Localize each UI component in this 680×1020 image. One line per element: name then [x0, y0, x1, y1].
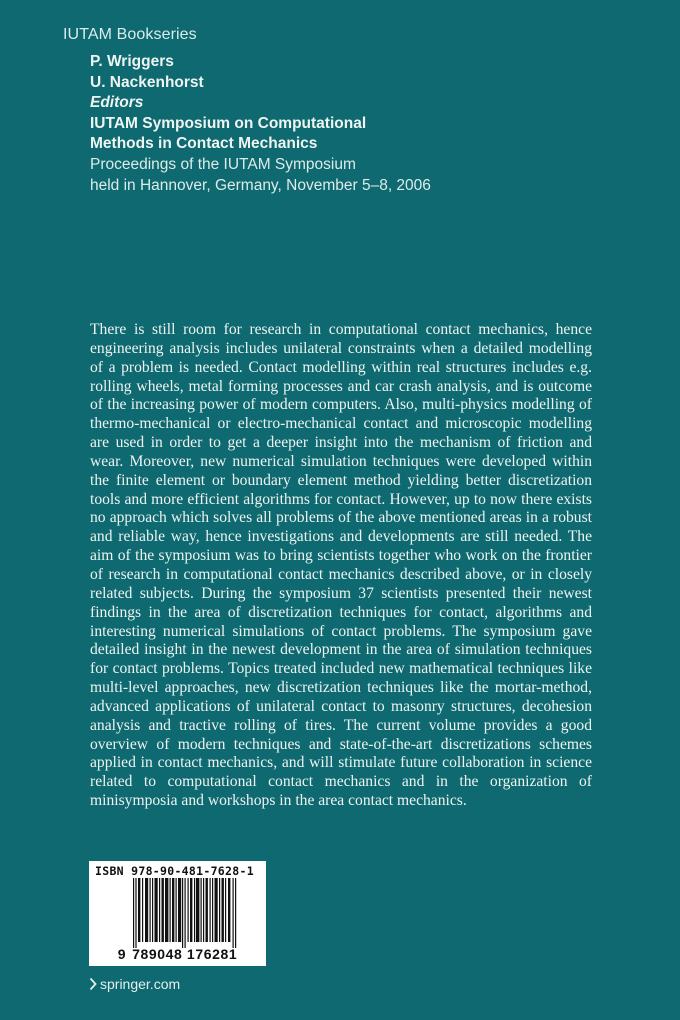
chevron-right-icon — [89, 977, 97, 991]
book-title-line: IUTAM Symposium on Computational — [90, 114, 367, 132]
book-description: There is still room for research in computational contact mechanics, hence engineering analysis includes unilateral constraints when a detailed modelling of a problem is needed. Contact modelling within real structures includes e.g. rolling wheels, metal forming processes and car crash analysis, and is outcome of the increasing power of modern computers. Also, multi-physics modelling of thermo-mechanical or electro-mechanical contact and microscopic modelling are used in order to get a deeper insight into the mechanism of friction and wear. Moreover, new numerical simulation techniques were developed within the finite element or boundary element method yielding better discretization tools and more efficient algorithms for contact. However, up to now there exists no approach which solves all problems of the above mentioned areas in a robust and reliable way, hence investigations and developments are still needed. The aim of the symposium was to bring scientists together who work on the frontier of research in computational contact mechanics described above, or in closely related subjects. During the symposium 37 scientists presented their newest findings in the area of discretization techniques for contact, algorithms and interesting numerical simulations of contact problems. The symposium gave detailed insight in the newest development in the area of simulation techniques for contact problems. Topics treated included new mathematical techniques like multi-level approaches, new discretization techniques like the mortar-method, advanced applications of unilateral contact to masonry structures, decohesion analysis and tractive rolling of tires. The current volume provides a good overview of modern techniques and state-of-the-art discretizations schemes applied in contact mechanics, and will stimulate future collaboration in science related to computational contact mechanics and in the organization of minisymposia and workshops in the area contact mechanics. — [90, 321, 592, 810]
isbn-label: ISBN 978-90-481-7628-1 — [95, 864, 254, 878]
isbn-lead-digit: 9 — [117, 946, 127, 962]
book-subtitle-line: held in Hannover, Germany, November 5–8, 2006 — [90, 176, 431, 194]
publisher-url[interactable]: springer.com — [100, 976, 181, 992]
editors-label: Editors — [90, 94, 144, 112]
book-subtitle-line: Proceedings of the IUTAM Symposium — [90, 155, 356, 173]
isbn-barcode — [89, 861, 266, 966]
isbn-digits — [89, 946, 266, 962]
book-title-line: Methods in Contact Mechanics — [90, 135, 318, 153]
header-block — [90, 52, 431, 196]
isbn-barcode-digits: 789048 176281 — [132, 946, 238, 962]
editor-name: U. Nackenhorst — [90, 73, 204, 91]
publisher-link[interactable] — [89, 976, 180, 992]
barcode-bars-icon — [133, 878, 237, 948]
editor-name: P. Wriggers — [90, 53, 174, 70]
book-series: IUTAM Bookseries — [63, 26, 197, 43]
